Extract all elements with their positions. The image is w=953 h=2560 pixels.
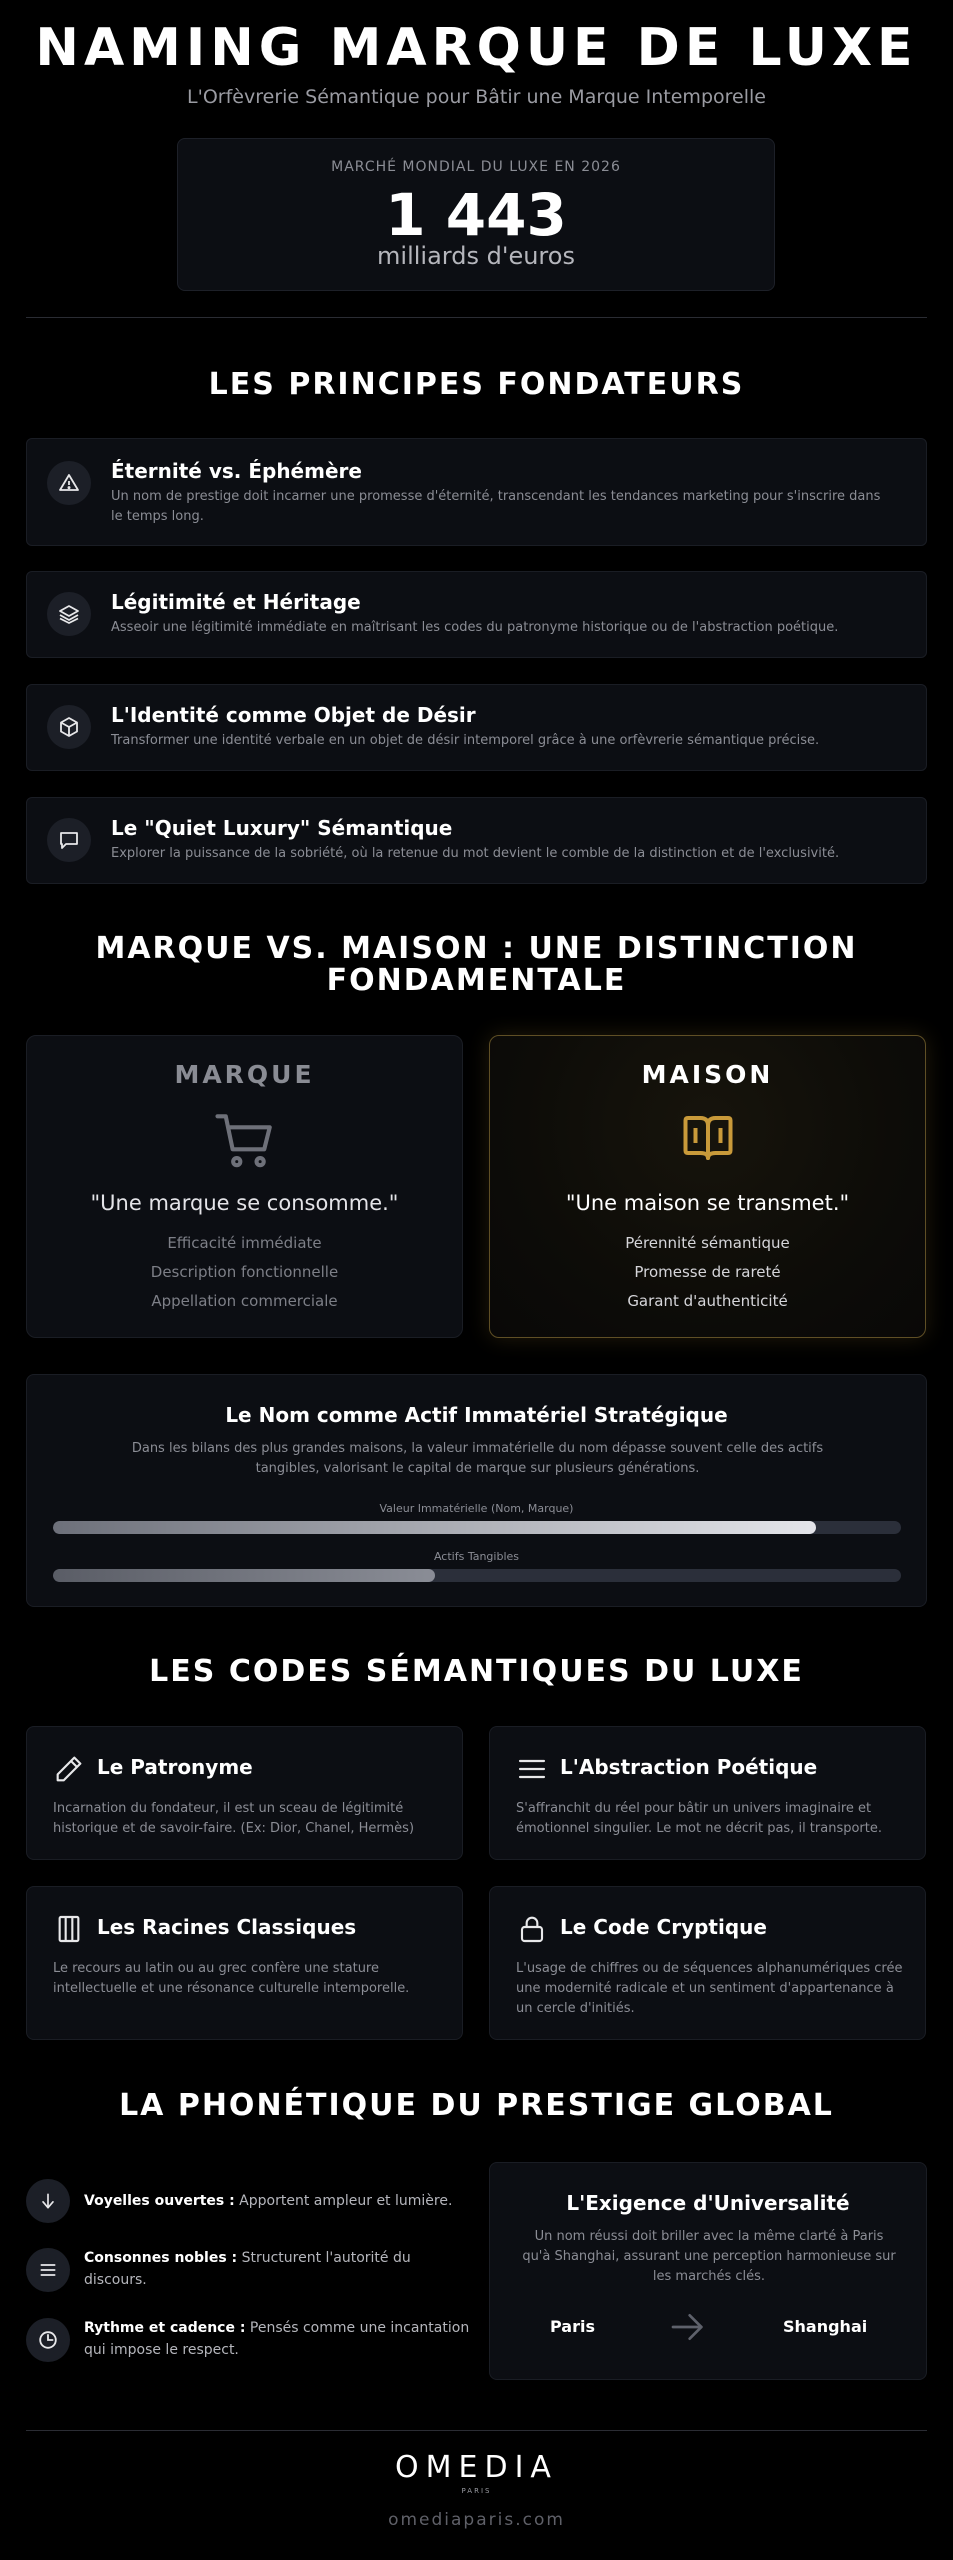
code-card [26, 1886, 463, 2040]
stat-value: 1 443 [385, 181, 567, 249]
warning-triangle-icon [47, 461, 91, 505]
principle-card [26, 797, 927, 884]
principles-title: LES PRINCIPES FONDATEURS [208, 367, 745, 402]
code-title: Les Racines Classiques [97, 1915, 357, 1939]
code-desc: Le recours au latin ou au grec confère une stature intellectuelle et une résonance culturelle intemporelle. [53, 1961, 410, 1996]
speech-bubble-icon [47, 818, 91, 862]
cube-icon [47, 705, 91, 749]
principle-desc: Asseoir une légitimité immédiate en maîtrisant les codes du patronyme historique ou de l'abstraction poétique. [111, 620, 839, 635]
principle-desc: Transformer une identité verbale en un objet de désir intemporel grâce à une orfèvrerie sémantique précise. [111, 733, 820, 748]
principle-desc: Un nom de prestige doit incarner une promesse d'éternité, transcendant les tendances marketing pour s'inscrire dans le temps long. [111, 489, 881, 524]
phonetic-item [84, 2317, 474, 2361]
code-card [26, 1726, 463, 1860]
maison-list-item: Pérennité sémantique [625, 1234, 790, 1252]
footer-divider [26, 2430, 927, 2431]
code-title: L'Abstraction Poétique [560, 1755, 818, 1779]
open-book-icon [490, 1108, 925, 1178]
stat-unit: milliards d'euros [377, 242, 575, 270]
page-title: NAMING MARQUE DE LUXE [35, 18, 918, 78]
asset-title: Le Nom comme Actif Immatériel Stratégique [225, 1403, 728, 1427]
maison-list-item: Garant d'authenticité [627, 1292, 788, 1310]
phonetic-label: Consonnes nobles : [84, 2250, 238, 2266]
universality-box [489, 2162, 927, 2380]
city-to: Shanghai [783, 2317, 868, 2336]
phonetics-title: LA PHONÉTIQUE DU PRESTIGE GLOBAL [119, 2088, 834, 2123]
phonetic-text: Pensés comme une incantation qui impose le respect. [84, 2320, 470, 2358]
universality-desc: Un nom réussi doit briller avec la même clarté à Paris qu'à Shanghai, assurant une perception harmonieuse sur les marchés clés. [522, 2229, 896, 2284]
code-card [489, 1886, 926, 2040]
shopping-cart-icon [27, 1108, 462, 1178]
principle-card [26, 571, 927, 658]
universality-title: L'Exigence d'Universalité [566, 2191, 850, 2215]
code-desc: L'usage de chiffres ou de séquences alphanumériques crée une modernité radicale et un sentiment d'appartenance à un cercle d'initiés. [516, 1961, 903, 2016]
principle-title: L'Identité comme Objet de Désir [111, 703, 476, 727]
maison-card [489, 1035, 926, 1338]
maison-quote: "Une maison se transmet." [565, 1191, 850, 1215]
principle-card [26, 438, 927, 546]
marque-list [27, 1229, 462, 1316]
arrow-right-icon [668, 2307, 708, 2347]
arrow-down-icon [26, 2179, 70, 2223]
phonetic-item [84, 2190, 474, 2212]
marque-list-item: Description fonctionnelle [150, 1263, 339, 1281]
city-from: Paris [550, 2317, 595, 2336]
marque-title: MARQUE [174, 1060, 315, 1089]
distinction-title-line2: FONDAMENTALE [326, 963, 627, 998]
clock-icon [26, 2318, 70, 2362]
marque-list-item: Appellation commerciale [151, 1292, 338, 1310]
phonetic-item [84, 2247, 474, 2291]
codes-title: LES CODES SÉMANTIQUES DU LUXE [149, 1654, 804, 1689]
page-subtitle: L'Orfèvrerie Sémantique pour Bâtir une Marque Intemporelle [187, 86, 766, 108]
code-title: Le Code Cryptique [560, 1915, 767, 1939]
bar-fill-tangible [53, 1569, 435, 1582]
market-stat-box [177, 138, 775, 291]
bar-label-tangible: Actifs Tangibles [433, 1550, 520, 1563]
principle-title: Le "Quiet Luxury" Sémantique [111, 816, 453, 840]
lock-icon [516, 1913, 548, 1945]
code-title: Le Patronyme [97, 1755, 253, 1779]
bar-label-intangible: Valeur Immatérielle (Nom, Marque) [379, 1502, 574, 1515]
principle-desc: Explorer la puissance de la sobriété, où la retenue du mot devient le comble de la distinction et de l'exclusivité. [111, 846, 840, 861]
bar-track-tangible [53, 1569, 901, 1582]
distinction-title-line1: MARQUE VS. MAISON : UNE DISTINCTION [95, 931, 858, 966]
code-desc: S'affranchit du réel pour bâtir un univers imaginaire et émotionnel singulier. Le mot ne décrit pas, il transporte. [516, 1801, 883, 1836]
phonetic-label: Rythme et cadence : [84, 2320, 246, 2336]
footer-url-link[interactable]: omediaparis.com [388, 2510, 565, 2530]
pen-icon [53, 1753, 85, 1785]
principle-title: Légitimité et Héritage [111, 590, 361, 614]
omedia-logo: OMEDIA [395, 2450, 558, 2485]
layers-icon [47, 592, 91, 636]
code-desc: Incarnation du fondateur, il est un sceau de légitimité historique et de savoir-faire. (Ex: Dior, Chanel, Hermès) [53, 1801, 415, 1836]
header-divider [26, 317, 927, 318]
bar-fill-intangible [53, 1521, 816, 1534]
omedia-logo-sub: PARIS [461, 2487, 492, 2495]
phonetic-text: Apportent ampleur et lumière. [234, 2193, 453, 2209]
asset-desc: Dans les bilans des plus grandes maisons, la valeur immatérielle du nom dépasse souvent celle des actifs tangibles, valorisant le capital de marque sur plusieurs générations. [131, 1441, 824, 1476]
intangible-asset-box [26, 1374, 927, 1607]
marque-card [26, 1035, 463, 1338]
lines-icon [516, 1753, 548, 1785]
maison-list [490, 1229, 925, 1316]
marque-quote: "Une marque se consomme." [90, 1191, 399, 1215]
stat-label: MARCHÉ MONDIAL DU LUXE EN 2026 [331, 159, 621, 175]
maison-list-item: Promesse de rareté [634, 1263, 781, 1281]
menu-lines-icon [26, 2248, 70, 2292]
code-card [489, 1726, 926, 1860]
bar-track-intangible [53, 1521, 901, 1534]
principle-title: Éternité vs. Éphémère [111, 459, 362, 483]
phonetic-label: Voyelles ouvertes : [84, 2193, 235, 2209]
column-icon [53, 1913, 85, 1945]
principle-card [26, 684, 927, 771]
maison-title: MAISON [641, 1060, 774, 1089]
phonetic-text: Structurent l'autorité du discours. [84, 2250, 411, 2288]
marque-list-item: Efficacité immédiate [167, 1234, 322, 1252]
